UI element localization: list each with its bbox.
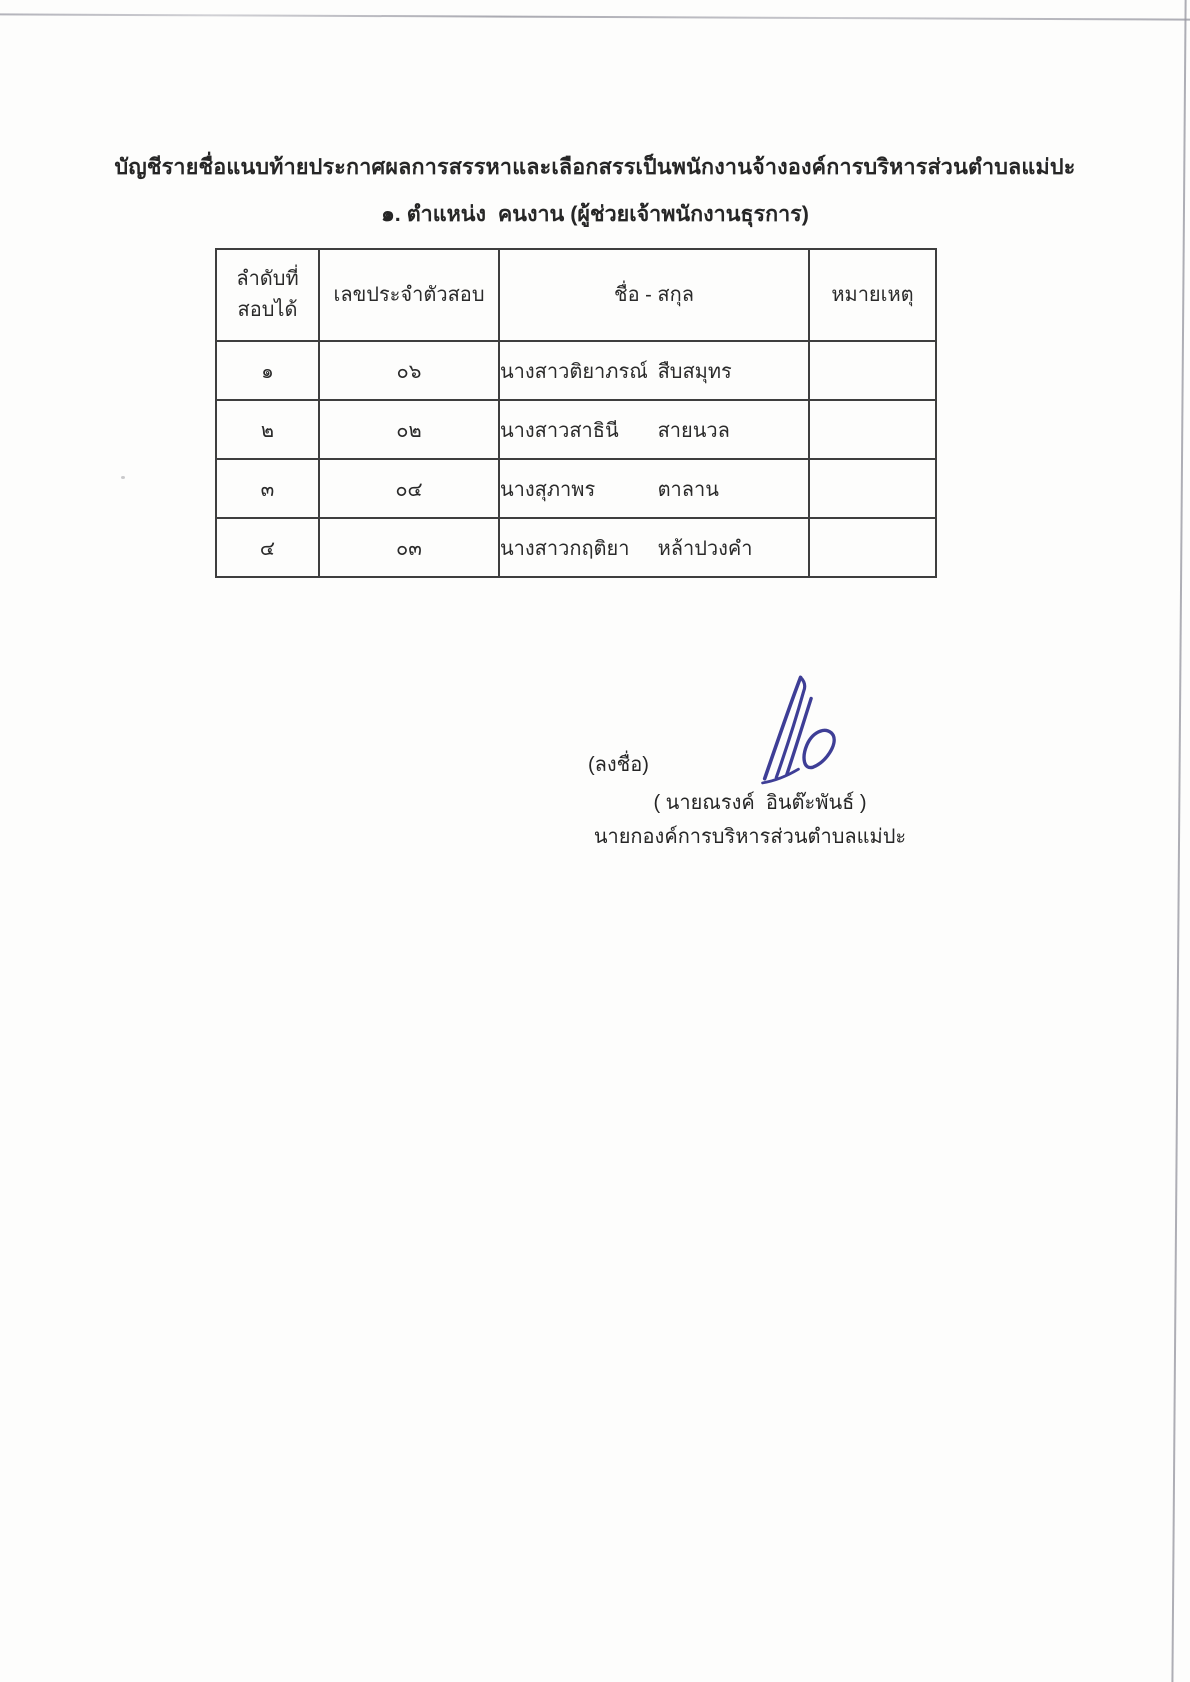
signer-position: นายกองค์การบริหารส่วนตำบลแม่ปะ (593, 826, 907, 848)
header-rank-line2: สอบได้ (237, 299, 298, 321)
table-row (216, 400, 936, 459)
table-row (216, 518, 936, 577)
table-row (216, 459, 936, 518)
results-table (215, 248, 937, 578)
cell-first-name: นางสาวสาธินี (500, 419, 619, 442)
cell-note (809, 400, 936, 459)
header-exam-id: เลขประจำตัวสอบ (319, 249, 499, 341)
cell-name (499, 400, 809, 459)
cell-name (499, 459, 809, 518)
cell-first-name: นางสุภาพร (500, 478, 596, 501)
header-rank (216, 249, 319, 341)
scan-artifact-right-line (1171, 0, 1186, 1682)
cell-last-name: สายนวล (657, 419, 730, 442)
handwritten-signature (752, 668, 847, 786)
header-name: ชื่อ - สกุล (499, 249, 809, 341)
cell-exam-id: ๐๓ (319, 518, 499, 577)
cell-last-name: ตาลาน (657, 478, 719, 501)
cell-exam-id: ๐๒ (319, 400, 499, 459)
cell-note (809, 518, 936, 577)
cell-first-name: นางสาวกฤติยา (500, 537, 630, 560)
cell-name (499, 341, 809, 400)
header-note: หมายเหตุ (809, 249, 936, 341)
cell-last-name: หล้าปวงคำ (657, 537, 753, 560)
scan-artifact-dot (121, 476, 125, 479)
cell-name (499, 518, 809, 577)
header-rank-line1: ลำดับที่ (236, 268, 299, 290)
cell-rank: ๔ (216, 518, 319, 577)
signer-name: ( นายณรงค์ อินต๊ะพันธ์ ) (653, 792, 867, 814)
cell-exam-id: ๐๔ (319, 459, 499, 518)
cell-rank: ๑ (216, 341, 319, 400)
scan-artifact-top-line (0, 13, 1190, 20)
table-header-row (216, 249, 936, 341)
document-title: บัญชีรายชื่อแนบท้ายประกาศผลการสรรหาและเลือกสรรเป็นพนักงานจ้างองค์การบริหารส่วนตำบลแม่ปะ (114, 155, 1076, 179)
cell-exam-id: ๐๖ (319, 341, 499, 400)
document-subtitle: ๑. ตำแหน่ง คนงาน (ผู้ช่วยเจ้าพนักงานธุรการ) (381, 202, 809, 226)
cell-rank: ๒ (216, 400, 319, 459)
signature-label: (ลงชื่อ) (588, 754, 649, 776)
cell-note (809, 459, 936, 518)
cell-last-name: สืบสมุทร (657, 360, 732, 383)
cell-first-name: นางสาวติยาภรณ์ (500, 360, 648, 383)
table-row (216, 341, 936, 400)
cell-note (809, 341, 936, 400)
cell-rank: ๓ (216, 459, 319, 518)
